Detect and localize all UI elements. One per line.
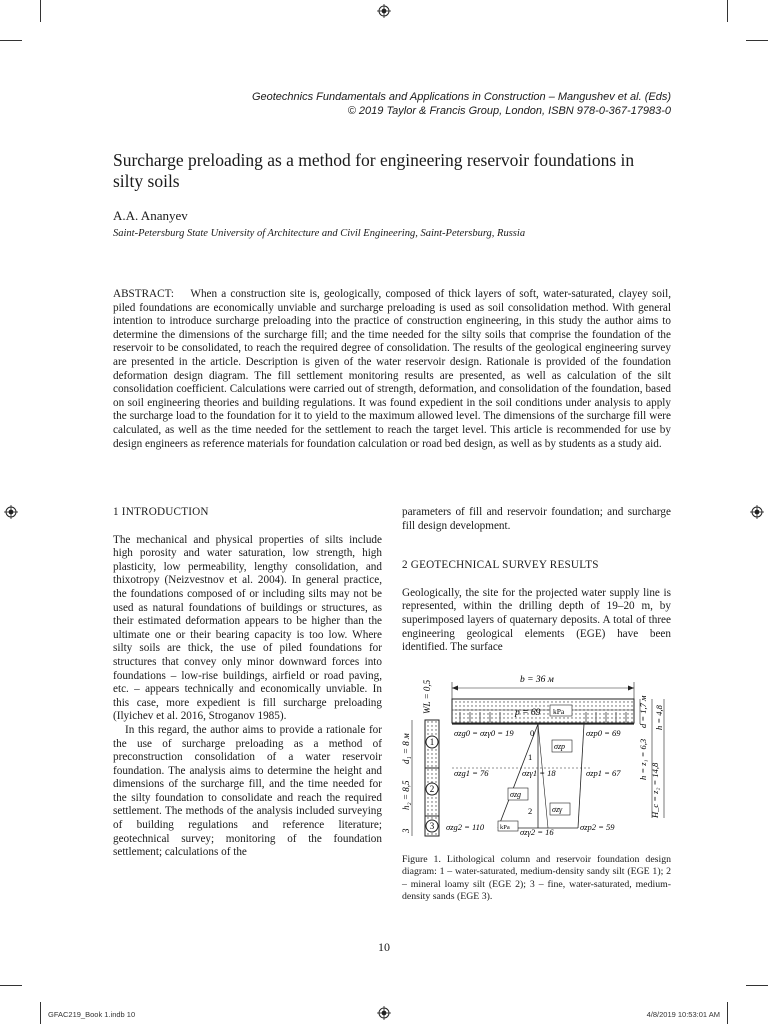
survey-paragraph-1: Geologically, the site for the projected water supply line is represented, within the drilling depth of 19–20 m, by superimposed layers of quaternary deposits. A total of three engineering geological elements (EGE) have been identified. The surface <box>402 586 671 654</box>
sigma-zg1-label: σzg1 = 76 <box>454 768 489 778</box>
crop-mark <box>746 985 768 986</box>
left-column <box>113 506 382 860</box>
sigma-zg-box: σzg <box>510 790 522 799</box>
sigma-zp-box: σzp <box>554 742 566 751</box>
layer-number-1: 1 <box>429 737 435 747</box>
h-fill-label: h = 4,8 <box>654 705 664 730</box>
foundation-design-diagram <box>390 668 670 844</box>
crop-mark <box>746 40 768 41</box>
h3-label: 3 <box>401 828 411 833</box>
width-label: b = 36 м <box>520 675 554 685</box>
page-number: 10 <box>378 940 390 954</box>
paper-title: Surcharge preloading as a method for engineering reservoir foundations in silty soils <box>113 150 635 191</box>
footer-file-label: GFAC219_Book 1.indb 10 <box>48 1010 136 1019</box>
intro-continuation: parameters of fill and reservoir foundation; and surcharge fill design development. <box>402 506 671 532</box>
h-c-label: h = z₁ = 6,3 <box>638 738 648 780</box>
sigma-zp2-label: σzp2 = 59 <box>580 822 615 832</box>
d-label: d = 1,7 м <box>638 695 648 728</box>
crop-mark <box>727 0 728 22</box>
registration-mark-icon <box>4 505 18 519</box>
crop-mark <box>0 40 22 41</box>
sigma-zp0-label: σzp0 = 69 <box>586 728 621 738</box>
footer-timestamp: 4/8/2019 10:53:01 AM <box>646 1010 720 1019</box>
intro-paragraph-2: In this regard, the author aims to provide a rationale for the use of surcharge preloading as a method of preconstruction consolidation of a water reservoir foundation. The analysis aims to determine the height and dimensions of the surcharge fill, and the time needed for the silty foundation to consolidate and reach the required settlement. The methods of the analysis included surveying of building regulations and reference literature; geotechnical survey; monitoring of the foundation settlement; calculations of the <box>113 723 382 859</box>
unit-kpa-bottom: kPa <box>500 824 510 831</box>
sigma-zg2-label: σzg2 = 110 <box>446 822 485 832</box>
paper-author: A.A. Ananyev <box>113 208 188 223</box>
point-one-label: 1 <box>528 752 533 762</box>
sigma-zy1-label: σzγ1 = 18 <box>522 768 556 778</box>
sigma-zp1-label: σzp1 = 67 <box>586 768 621 778</box>
sigma-zy2-label: σzγ2 = 16 <box>520 827 554 837</box>
sigma-zy-box: σzγ <box>552 805 563 814</box>
running-header <box>252 90 671 118</box>
paper-affiliation: Saint-Petersburg State University of Architecture and Civil Engineering, Saint-Petersburg, Russia <box>113 228 526 239</box>
layer-number-2: 2 <box>429 784 435 794</box>
sigma-zg0-label: σzg0 = σzγ0 = 19 <box>454 728 514 738</box>
load-label: p = 69 <box>515 708 541 718</box>
load-unit: kPa <box>553 707 565 716</box>
right-column <box>402 506 671 655</box>
section-heading-introduction: 1 INTRODUCTION <box>113 506 209 518</box>
abstract <box>113 288 671 451</box>
layer-number-3: 3 <box>429 821 435 831</box>
crop-mark <box>40 1002 41 1024</box>
registration-mark-icon <box>377 4 391 18</box>
zero-point-label: 0 <box>530 728 535 738</box>
point-two-label: 2 <box>528 806 533 816</box>
h2-label: h₂ = 8,5 <box>401 780 411 810</box>
registration-mark-icon <box>750 505 764 519</box>
H-c-label: H_c = z₂ = 14,8 <box>650 762 660 818</box>
crop-mark <box>40 0 41 22</box>
figure-caption: Figure 1. Lithological column and reservoir foundation design diagram: 1 – water-saturated, medium-density sandy silt (EGE 1); 2 – mineral loamy silt (EGE 2); 3 – fine, water-saturated, medium-density sands (EGE 3). <box>402 854 671 903</box>
registration-mark-icon <box>377 1006 391 1020</box>
intro-paragraph-1: The mechanical and physical properties of silts include high porosity and water saturation, low strength, high plasticity, low permeability, lengthy consolidation, and thixotropy (Neizvestnov et al. 2004). In general practice, the foundations composed of or including silts may not be used as natural foundations of buildings or structures, as their estimated deformation appears to be higher than the ultimate one or their bearing capacity is too low. Where silty soils are thick, the use of piled foundations for structures that convey only minor downward forces into foundations – low-rise buildings, airfield or road paving, etc. – appears technically and economically unviable. In this case, more expedient is fill surcharge preloading (Ilyichev et al. 2016, Stroganov 1985). <box>113 533 382 723</box>
d1-label: d₁ = 8 м <box>401 733 411 764</box>
wl-label: WL = 0,5 <box>422 679 432 714</box>
section-heading-survey: 2 GEOTECHNICAL SURVEY RESULTS <box>402 559 599 572</box>
abstract-label: ABSTRACT: <box>113 288 174 300</box>
abstract-text: When a construction site is, geologically, composed of thick layers of soft, water-saturated, clayey soil, piled foundations are economically unviable and surcharge preloading is used as soil consolidation method. With general intention to introduce surcharge preloading into the practice of construction engineering, in this study the author aims to determine the dimensions of the surcharge fill; and the time needed for the silty soils that comprise the foundation of the reservoir to be consolidated, to reach the required degree of consolidation. The results of the geological engineering survey are presented in the article. Description is given of the water reservoir design. Rationale is provided of the foundation deformation design diagram. The fill settlement monitoring results are presented, as well as calculation of the silt consolidation coefficient. Calculations were carried out of strength, deformation, and consolidation of the foundation, based on soil engineering theories and building regulations. It was found expedient in the soil conditions under analysis to apply the surcharge load to the foundation for it to yield to the maximum allowed level. The dimensions of the surcharge fill were calculated, as well as the time needed for the settlement to reach the target level. This article is recommended for use by design engineers as reference materials for foundation calculation or road bed design, as well as by students as a study aid. <box>113 288 671 450</box>
surcharge-load <box>452 699 634 723</box>
header-line-copyright: © 2019 Taylor & Francis Group, London, ISBN 978-0-367-17983-0 <box>347 105 671 117</box>
header-line-book: Geotechnics Fundamentals and Applications in Construction – Mangushev et al. (Eds) <box>251 91 671 103</box>
crop-mark <box>727 1002 728 1024</box>
crop-mark <box>0 985 22 986</box>
